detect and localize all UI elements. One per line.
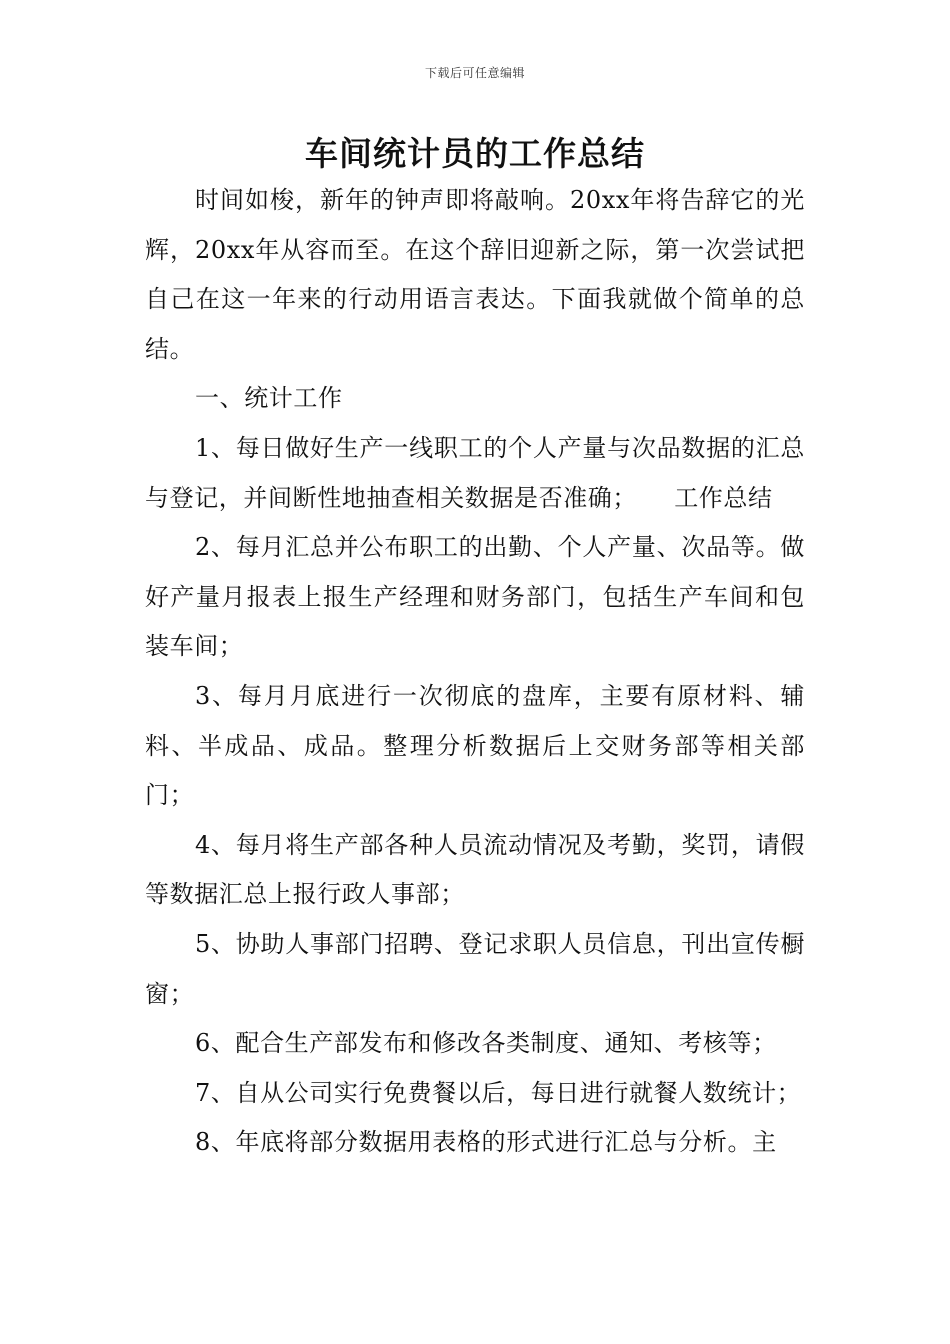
section-heading: 一、统计工作 [195, 384, 343, 413]
list-item: 7、自从公司实行免费餐以后，每日进行就餐人数统计； [195, 1078, 802, 1107]
header-note: 下载后可任意编辑 [424, 66, 525, 80]
list-item: 4、每月将生产部各种人员流动情况及考勤，奖罚，请假等数据汇总上报行政人事部； [145, 830, 805, 909]
list-item: 1、每日做好生产一线职工的个人产量与次品数据的汇总与登记，并间断性地抽查相关数据是否准确； 工作总结 [145, 433, 805, 512]
list-item: 6、配合生产部发布和修改各类制度、通知、考核等； [195, 1029, 777, 1058]
list-item: 8、年底将部分数据用表格的形式进行汇总与分析。主 [195, 1128, 777, 1157]
document-title: 车间统计员的工作总结 [305, 134, 645, 173]
list-item: 3、每月月底进行一次彻底的盘库，主要有原材料、辅料、半成品、成品。整理分析数据后上交财务部等相关部门； [145, 681, 805, 810]
list-item: 2、每月汇总并公布职工的出勤、个人产量、次品等。做好产量月报表上报生产经理和财务部门，包括生产车间和包装车间； [145, 533, 805, 661]
document-body [145, 176, 805, 1168]
paragraph-intro: 时间如梭，新年的钟声即将敲响。20xx年将告辞它的光辉，20xx年从容而至。在这个辞旧迎新之际，第一次尝试把自己在这一年来的行动用语言表达。下面我就做个简单的总结。 [145, 186, 805, 363]
list-item: 5、协助人事部门招聘、登记求职人员信息，刊出宣传橱窗； [145, 929, 805, 1008]
